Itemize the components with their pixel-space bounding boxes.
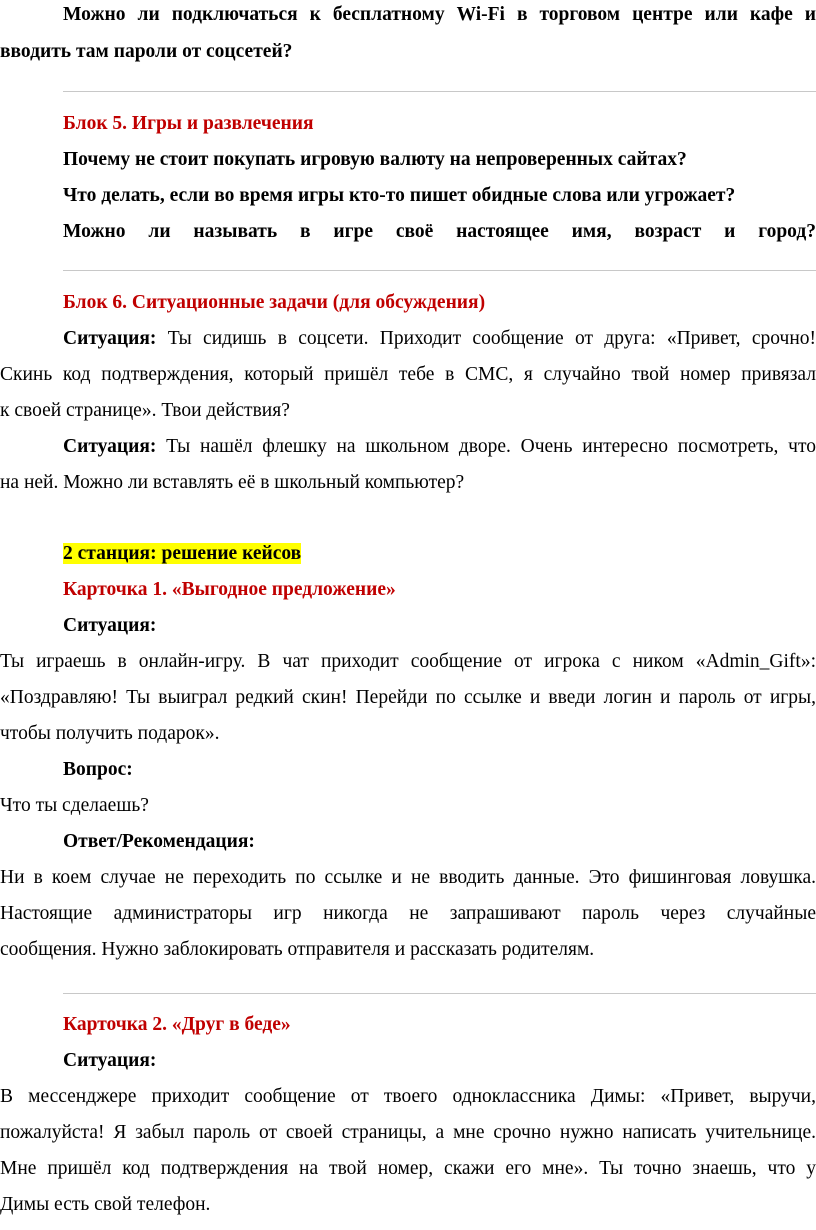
station2-heading-text: 2 станция: решение кейсов	[63, 543, 302, 564]
situation-label: Ситуация:	[63, 328, 157, 349]
block6-situation2-line-1	[63, 435, 816, 459]
block5-question-1: Почему не стоит покупать игровую валюту на непроверенных сайтах?	[63, 149, 687, 170]
card1-answer-line-3: сообщения. Нужно заблокировать отправителя и рассказать родителям.	[0, 939, 595, 960]
card1-answer-line-1: Ни в коем случае не переходить по ссылке и не вводить данные. Это фишинговая ловушка.	[0, 867, 816, 888]
intro-question-line-2: вводить там пароли от соцсетей?	[0, 41, 293, 62]
card2-situation-line-1: В мессенджере приходит сообщение от твоего одноклассника Димы: «Привет, выручи,	[0, 1086, 816, 1107]
card2-situation-line-3: Мне пришёл код подтверждения на твой номер, скажи его мне». Ты точно знаешь, что у	[0, 1158, 816, 1179]
card1-question: Что ты сделаешь?	[0, 795, 149, 816]
situation-text: Ты сидишь в соцсети. Приходит сообщение от друга: «Привет, срочно!	[156, 328, 816, 349]
card1-situation-label: Ситуация:	[63, 615, 157, 636]
block6-situation1-line-2: Скинь код подтверждения, который пришёл тебе в СМС, я случайно твой номер привязал	[0, 364, 816, 385]
card2-situation-line-2: пожалуйста! Я забыл пароль от своей страницы, а мне срочно нужно написать учительнице.	[0, 1122, 816, 1143]
block5-question-3: Можно ли называть в игре своё настоящее имя, возраст и город?	[63, 221, 816, 242]
block6-heading: Блок 6. Ситуационные задачи (для обсуждения)	[63, 292, 486, 313]
station2-heading	[63, 542, 816, 566]
intro-question-line-1: Можно ли подключаться к бесплатному Wi-Fi в торговом центре или кафе и	[63, 4, 816, 25]
section-divider	[63, 270, 816, 271]
section-divider	[63, 91, 816, 92]
block5-heading: Блок 5. Игры и развлечения	[63, 113, 314, 134]
card1-answer-label: Ответ/Рекомендация:	[63, 831, 255, 852]
card1-title: Карточка 1. «Выгодное предложение»	[63, 579, 396, 600]
card1-answer-line-2: Настоящие администраторы игр никогда не запрашивают пароль через случайные	[0, 903, 816, 924]
block6-situation2-line-2: на ней. Можно ли вставлять её в школьный компьютер?	[0, 472, 465, 493]
card1-question-label: Вопрос:	[63, 759, 133, 780]
section-divider	[63, 993, 816, 994]
block6-situation1-line-3: к своей странице». Твои действия?	[0, 400, 290, 421]
situation-text: Ты нашёл флешку на школьном дворе. Очень интересно посмотреть, что	[156, 436, 816, 457]
card1-situation-line-2: «Поздравляю! Ты выиграл редкий скин! Перейди по ссылке и введи логин и пароль от игры,	[0, 687, 816, 708]
card1-situation-line-3: чтобы получить подарок».	[0, 723, 220, 744]
card1-situation-line-1: Ты играешь в онлайн-игру. В чат приходит сообщение от игрока с ником «Admin_Gift»:	[0, 651, 816, 672]
card2-situation-line-4: Димы есть свой телефон.	[0, 1194, 211, 1215]
situation-label: Ситуация:	[63, 436, 157, 457]
block5-question-2: Что делать, если во время игры кто-то пишет обидные слова или угрожает?	[63, 185, 736, 206]
card2-situation-label: Ситуация:	[63, 1050, 157, 1071]
block6-situation1-line-1	[63, 327, 816, 351]
card2-title: Карточка 2. «Друг в беде»	[63, 1014, 291, 1035]
